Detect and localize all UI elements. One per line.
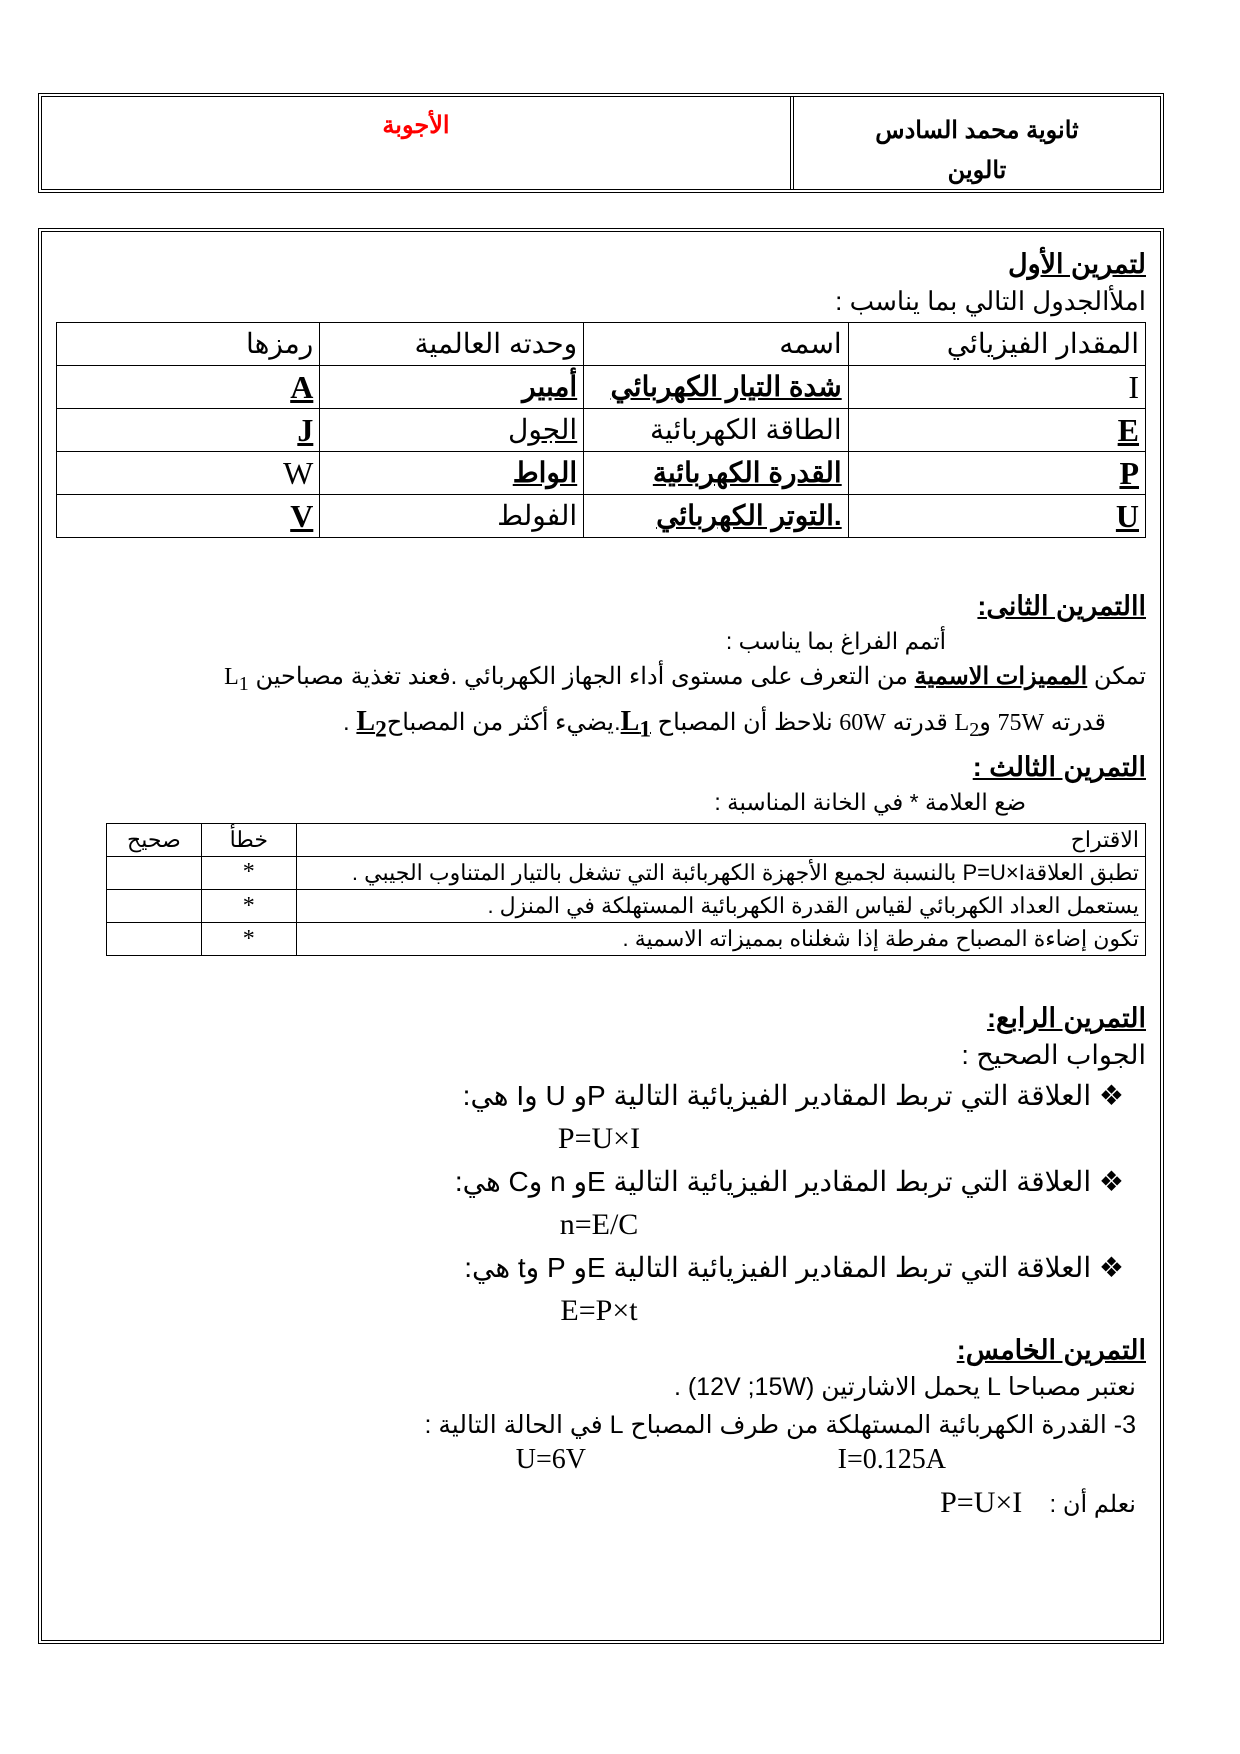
unit-name: أمبير [320,366,584,409]
header-proposal: الاقتراح [296,823,1145,856]
table-row [57,409,1146,452]
ex2-text: .يضيء أكثر من المصباح [386,708,621,736]
table-row [57,366,1146,409]
header-unit: وحدته العالمية [320,323,584,366]
ex4-title: التمرين الرابع: [987,1002,1146,1033]
ex2-text: قدرته [1050,708,1106,736]
ex5-voltage: U=6V [515,1443,586,1475]
table-row [107,922,1146,955]
school-name: ثانوية محمد السادس [875,117,1079,144]
table-header-row [57,323,1146,366]
ex5-know: نعلم أن : [1049,1490,1136,1518]
ex2-answer-l1 [620,705,651,743]
ex4-item: ❖ العلاقة التي تربط المقادير الفيزيائية التالية Pو U وI هي: [462,1079,1124,1111]
ex5-formula-line [52,1484,1146,1524]
quantity-symbol: I [848,366,1145,409]
table-row [57,495,1146,538]
ex5-line1: نعتبر مصباحا L يحمل الاشارتين (12V ;15W) . [673,1372,1136,1401]
right-mark [107,856,202,889]
ex3-table [106,823,1146,956]
ex5-formula: P=U×I [940,1485,1023,1519]
unit-symbol: J [57,409,320,452]
ex2-text: من التعرف على مستوى أداء الجهاز الكهربائي .فعند تغذية مصباحين [255,663,908,690]
ex2-title: االتمرين الثانى: [977,591,1146,621]
ex2-lamp-l2 [954,709,980,741]
lamp-index: 1 [238,672,249,695]
ex2-text: . [343,708,350,736]
ex2-text: تمكن [1093,663,1146,690]
ex2-power-60: 60W [839,709,886,736]
ex4-intro: الجواب الصحيح : [961,1039,1146,1070]
ex2-text: قدرته [892,708,948,736]
lamp-letter: L [356,705,376,737]
wrong-mark: * [201,889,296,922]
header-quantity: المقدار الفيزيائي [848,323,1145,366]
lamp-index: 2 [375,716,387,743]
wrong-mark: * [201,922,296,955]
unit-symbol: V [57,495,320,538]
table-row [107,856,1146,889]
quantity-symbol: P [848,452,1145,495]
ex1-table [56,322,1146,538]
proposal-text: يستعمل العداد الكهربائي لقياس القدرة الكهربائية المستهلكة في المنزل . [296,889,1145,922]
lamp-index: 2 [969,718,980,741]
table-header-row [107,823,1146,856]
content [52,244,1146,1524]
ex2-text: نلاحظ أن المصباح [657,708,833,736]
school-info [790,97,1160,189]
ex2-text: و [979,708,991,736]
ex4-formula: P=U×I [557,1121,641,1155]
ex2-lamp-l1 [224,664,249,695]
ex4-item: ❖ العلاقة التي تربط المقادير الفيزيائية التالية Eو n وC هي: [454,1165,1124,1197]
unit-symbol: A [57,366,320,409]
proposal-text: تطبق العلاقةP=U×I بالنسبة لجميع الأجهزة الكهربائبة التي تشغل بالتيار المتناوب الجيبي . [296,856,1145,889]
unit-name: الجول [320,409,584,452]
unit-name: الفولط [320,495,584,538]
quantity-symbol: E [848,409,1145,452]
unit-name: الواط [320,452,584,495]
ex5-title: التمرين الخامس: [956,1334,1146,1365]
quantity-name: شدة التيار الكهربائي [584,366,849,409]
ex4-item: ❖ العلاقة التي تربط المقادير الفيزيائية التالية Eو P وt هي: [464,1251,1124,1283]
unit-symbol: W [57,452,320,495]
header-wrong: خطأ [201,823,296,856]
lamp-letter: L [620,705,640,737]
ex2-power-75: 75W [997,709,1045,736]
ex1-title: لتمرين الأول [1007,249,1146,279]
ex4-formula: n=E/C [559,1207,639,1241]
header-right: صحيح [107,823,202,856]
ex2-answer-l2 [356,705,387,743]
lamp-letter: L [954,709,970,736]
ex4-formula: E=P×t [560,1293,638,1327]
lamp-index: 1 [639,716,651,743]
ex1-instruction: املأالجدول التالي بما يناسب : [835,286,1146,316]
header-unit-symbol: رمزها [57,323,320,366]
ex2-instruction: أتمم الفراغ بما يناسب : [725,628,946,654]
answers-title: الأجوبة [382,112,450,139]
ex5-current: I=0.125A [837,1443,946,1475]
quantity-name: الطاقة الكهربائية [584,409,849,452]
proposal-text: تكون إضاءة المصباح مفرطة إذا شغلناه بمميزاته الاسمية . [296,922,1145,955]
header-box [38,93,1164,193]
ex3-title: التمرين الثالث : [972,751,1146,782]
table-row [107,889,1146,922]
ex2-answer-nominal: المميزات الاسمية [914,663,1088,690]
school-town: تالوين [947,157,1007,184]
ex5-line2: 3- القدرة الكهربائية المستهلكة من طرف المصباح L في الحالة التالية : [424,1410,1136,1439]
ex5-values [52,1444,1146,1484]
quantity-name: القدرة الكهربائية [584,452,849,495]
ex3-instruction: ضع العلامة * في الخانة المناسبة : [714,788,1026,815]
main-frame [38,228,1164,1644]
ex2-paragraph-line2 [52,703,1146,749]
ex2-paragraph-line1 [52,658,1146,703]
quantity-symbol: U [848,495,1145,538]
right-mark [107,922,202,955]
lamp-letter: L [224,664,239,690]
wrong-mark: * [201,856,296,889]
right-mark [107,889,202,922]
quantity-name: .التوتر الكهربائي [584,495,849,538]
table-row [57,452,1146,495]
header-name: اسمه [584,323,849,366]
